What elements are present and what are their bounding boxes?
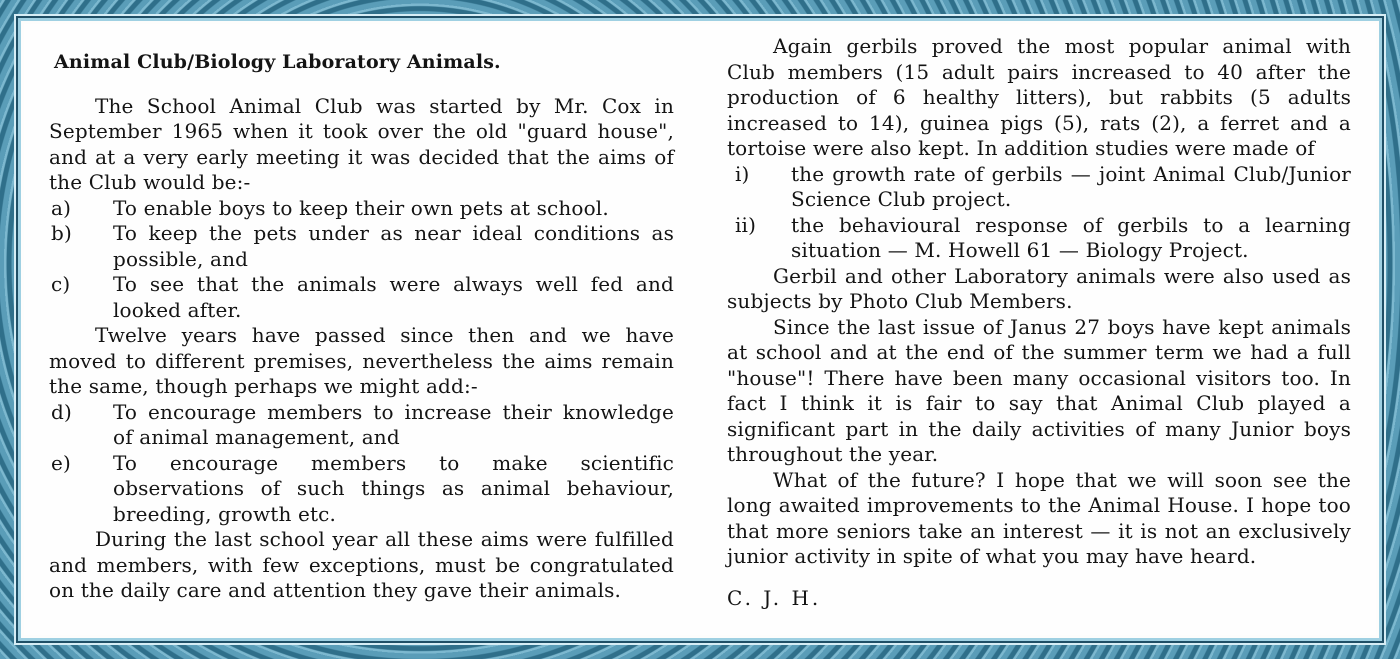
- list-text: To see that the animals were always well fed and looked after.: [113, 272, 674, 322]
- list-marker: e): [51, 450, 71, 475]
- list-item: [49, 221, 674, 272]
- list-text: To encourage members to increase their knowledge of animal management, and: [113, 399, 674, 449]
- paragraph: Again gerbils proved the most popular animal with Club members (15 adult pairs increased to 40 after the production of 6 healthy litters), but rabbits (5 adults increased to 14), guinea pigs (5), rats (2), a ferret and a tortoise were also kept. In addition studies were made of: [727, 34, 1351, 160]
- list-item: [727, 213, 1351, 264]
- left-column: [49, 34, 674, 604]
- list-text: To encourage members to make scientific observations of such things as animal behaviour, breeding, growth etc.: [113, 450, 674, 526]
- list-marker: c): [51, 272, 71, 296]
- list-marker: ii): [735, 212, 757, 237]
- list-marker: b): [51, 221, 72, 245]
- signature: C. J. H.: [727, 585, 822, 610]
- paragraph: Gerbil and other Laboratory animals were also used as subjects by Photo Club Members.: [727, 263, 1351, 313]
- list-item: [727, 162, 1351, 213]
- list-marker: d): [51, 399, 72, 424]
- paragraph: Since the last issue of Janus 27 boys have kept animals at school and at the end of the summer term we had a full "house"! There have been many occasional visitors too. In fact I think it is fair to say that Animal Club played a significant part in the daily activities of many Junior boys throughout the year.: [727, 314, 1351, 466]
- article-title: Animal Club/Biology Laboratory Animals.: [54, 51, 501, 73]
- right-column: [727, 34, 1351, 611]
- list-text: the behavioural response of gerbils to a learning situation — M. Howell 61 — Biology Project.: [791, 212, 1351, 262]
- list-item: [49, 196, 674, 222]
- list-marker: i): [735, 161, 750, 186]
- paragraph: The School Animal Club was started by Mr. Cox in September 1965 when it took over the old "guard house", and at a very early meeting it was decided that the aims of the Club would be:-: [49, 93, 674, 194]
- paragraph: During the last school year all these aims were fulfilled and members, with few exceptions, must be congratulated on the daily care and attention they gave their animals.: [49, 527, 674, 602]
- paragraph: Twelve years have passed since then and we have moved to different premises, nevertheless the aims remain the same, though perhaps we might add:-: [49, 323, 674, 398]
- list-item: [49, 272, 674, 323]
- list-item: [49, 451, 674, 528]
- paragraph: What of the future? I hope that we will soon see the long awaited improvements to the Animal House. I hope too that more seniors take an interest — it is not an exclusively junior activity in spite of what you may have heard.: [727, 467, 1351, 568]
- list-text: To enable boys to keep their own pets at school.: [113, 195, 609, 220]
- list-text: To keep the pets under as near ideal conditions as possible, and: [113, 221, 674, 271]
- document-page: [24, 24, 1376, 635]
- list-marker: a): [51, 195, 72, 220]
- list-item: [49, 400, 674, 451]
- list-text: the growth rate of gerbils — joint Animal Club/Junior Science Club project.: [791, 161, 1351, 211]
